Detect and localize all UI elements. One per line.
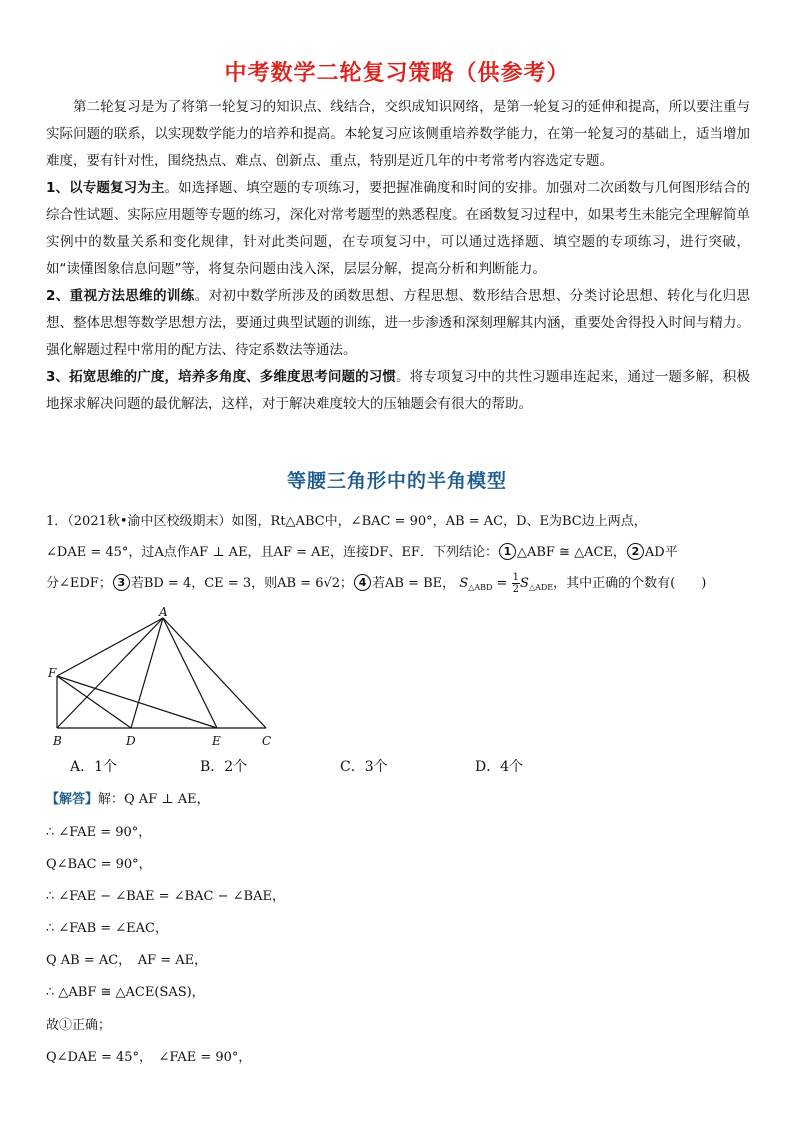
equals-sign: = [496, 576, 508, 591]
label-b: B [53, 734, 62, 748]
problem-line-1 [46, 506, 756, 537]
problem-text-2: ∠DAE = 45°，过A点作AF ⊥ AE，且AF = AE，连接DF、EF．下列结论： [46, 545, 498, 560]
conclusion-2-marker: 2 [627, 543, 644, 560]
fraction-numerator: 1 [512, 572, 520, 583]
area-symbol-left: S [459, 576, 469, 591]
figure-lines [57, 618, 266, 728]
conclusion-3-marker: 3 [113, 574, 130, 591]
conclusion-2: AD平 [644, 545, 678, 560]
solution-line: ∴ ∠FAE − ∠BAE = ∠BAC − ∠BAE， [46, 889, 285, 904]
label-f: F [48, 666, 57, 680]
conclusion-2-cont: 分∠EDF； [46, 576, 112, 591]
document-title: 中考数学二轮复习策略（供参考） [224, 61, 570, 86]
problem-question: ，其中正确的个数有( ) [553, 576, 707, 591]
solution-line: ∴ ∠FAE = 90°， [46, 825, 152, 840]
strategy-3-text: 。将专项复习中的共性习题串连起来，通过一题多解，积极地探求解决问题的最优解法，这样，对于解决难度较大的压轴题会有很大的帮助。 [46, 369, 750, 412]
fraction-denominator: 2 [512, 584, 520, 595]
conclusion-1: △ABF ≅ △ACE， [516, 545, 626, 560]
strategy-2-heading: 2、重视方法思维的训练 [46, 288, 195, 304]
area-subscript-left: △ABD [468, 583, 493, 592]
problem-statement [46, 506, 756, 603]
solution-line: ∴ ∠FAB = ∠EAC， [46, 921, 169, 936]
strategy-1-text: 。如选择题、填空题的专项练习，要把握准确度和时间的安排。加强对二次函数与几何图形结合的综合性试题、实际应用题等专题的练习，深化对常考题型的熟悉程度。在函数复习过程中，如果考生未能完全理解简单实例中的数量关系和变化规律，针对此类问题，在专项复习中，可以通过选择题、填空题的专项练习，进行突破，如“读懂图象信息问题”等，将复杂问题由浅入深，层层分解，提高分析和判断能力。 [46, 180, 750, 277]
conclusion-1-marker: 1 [499, 543, 516, 560]
label-a: A [159, 606, 168, 619]
solution-line: 故①正确； [46, 1018, 112, 1033]
label-d: D [126, 734, 136, 748]
option-a: A．1个 [70, 759, 118, 775]
answer-options [70, 756, 770, 778]
problem-number: 1． [46, 514, 68, 529]
option-d: D．4个 [475, 759, 524, 775]
strategy-3-heading: 3、拓宽思维的广度，培养多角度、多维度思考问题的习惯 [46, 369, 396, 385]
solution-step: 解：Q AF ⊥ AE， [98, 792, 210, 807]
conclusion-4-marker: 4 [354, 574, 371, 591]
segment-af [57, 618, 163, 676]
strategy-2 [46, 283, 750, 364]
problem-line-3 [46, 568, 756, 603]
conclusion-3: 若BD = 4，CE = 3，则AB = 6√2； [130, 576, 354, 591]
strategy-1-heading: 1、以专题复习为主 [46, 180, 165, 196]
segment-ac [163, 618, 266, 728]
segment-fe [57, 676, 217, 728]
label-e: E [212, 734, 221, 748]
strategy-1 [46, 175, 750, 283]
geometry-figure [40, 606, 290, 751]
option-b: B．2个 [200, 759, 248, 775]
conclusion-4: 若AB = BE， [372, 576, 456, 591]
segment-fd [57, 676, 131, 728]
solution-line: Q AB = AC， AF = AE， [46, 953, 208, 968]
problem-line-2 [46, 537, 756, 568]
fraction-half [512, 572, 520, 595]
problem-text-1: 如图，Rt△ABC中，∠BAC = 90°，AB = AC，D、E为BC边上两点， [231, 514, 647, 529]
segment-ae [163, 618, 217, 728]
strategy-2-text: 。对初中数学所涉及的函数思想、方程思想、数形结合思想、分类讨论思想、转化与化归思想、整体思想等数学思想方法，要通过典型试题的训练，进一步渗透和深刻理解其内涵，重要处舍得投入时间与精力。强化解题过程中常用的配方法、待定系数法等通法。 [46, 288, 751, 358]
solution-line: Q∠DAE = 45°， ∠FAE = 90°， [46, 1050, 252, 1065]
intro-paragraph: 第二轮复习是为了将第一轮复习的知识点、线结合，交织成知识网络，是第一轮复习的延伸和提高，所以要注重与实际问题的联系，以实现数学能力的培养和提高。本轮复习应该侧重培养数学能力，在第一轮复习的基础上，适当增加难度，要有针对性，围绕热点、难点、创新点、重点，特别是近几年的中考常考内容选定专题。 [46, 99, 750, 169]
option-c: C．3个 [340, 759, 388, 775]
strategy-3 [46, 364, 750, 418]
solution-line: ∴ △ABF ≅ △ACE(SAS)， [46, 985, 205, 1000]
label-c: C [262, 734, 272, 748]
solution-line [46, 788, 210, 807]
area-symbol-right: S [520, 576, 529, 591]
area-subscript-right: △ADE [528, 583, 554, 592]
intro-section [46, 94, 750, 418]
solution-tag: 【解答】 [46, 792, 99, 807]
problem-source: （2021秋•渝中区校级期末） [67, 514, 232, 529]
solution-line: Q∠BAC = 90°， [46, 857, 152, 872]
section-title: 等腰三角形中的半角模型 [286, 470, 507, 492]
